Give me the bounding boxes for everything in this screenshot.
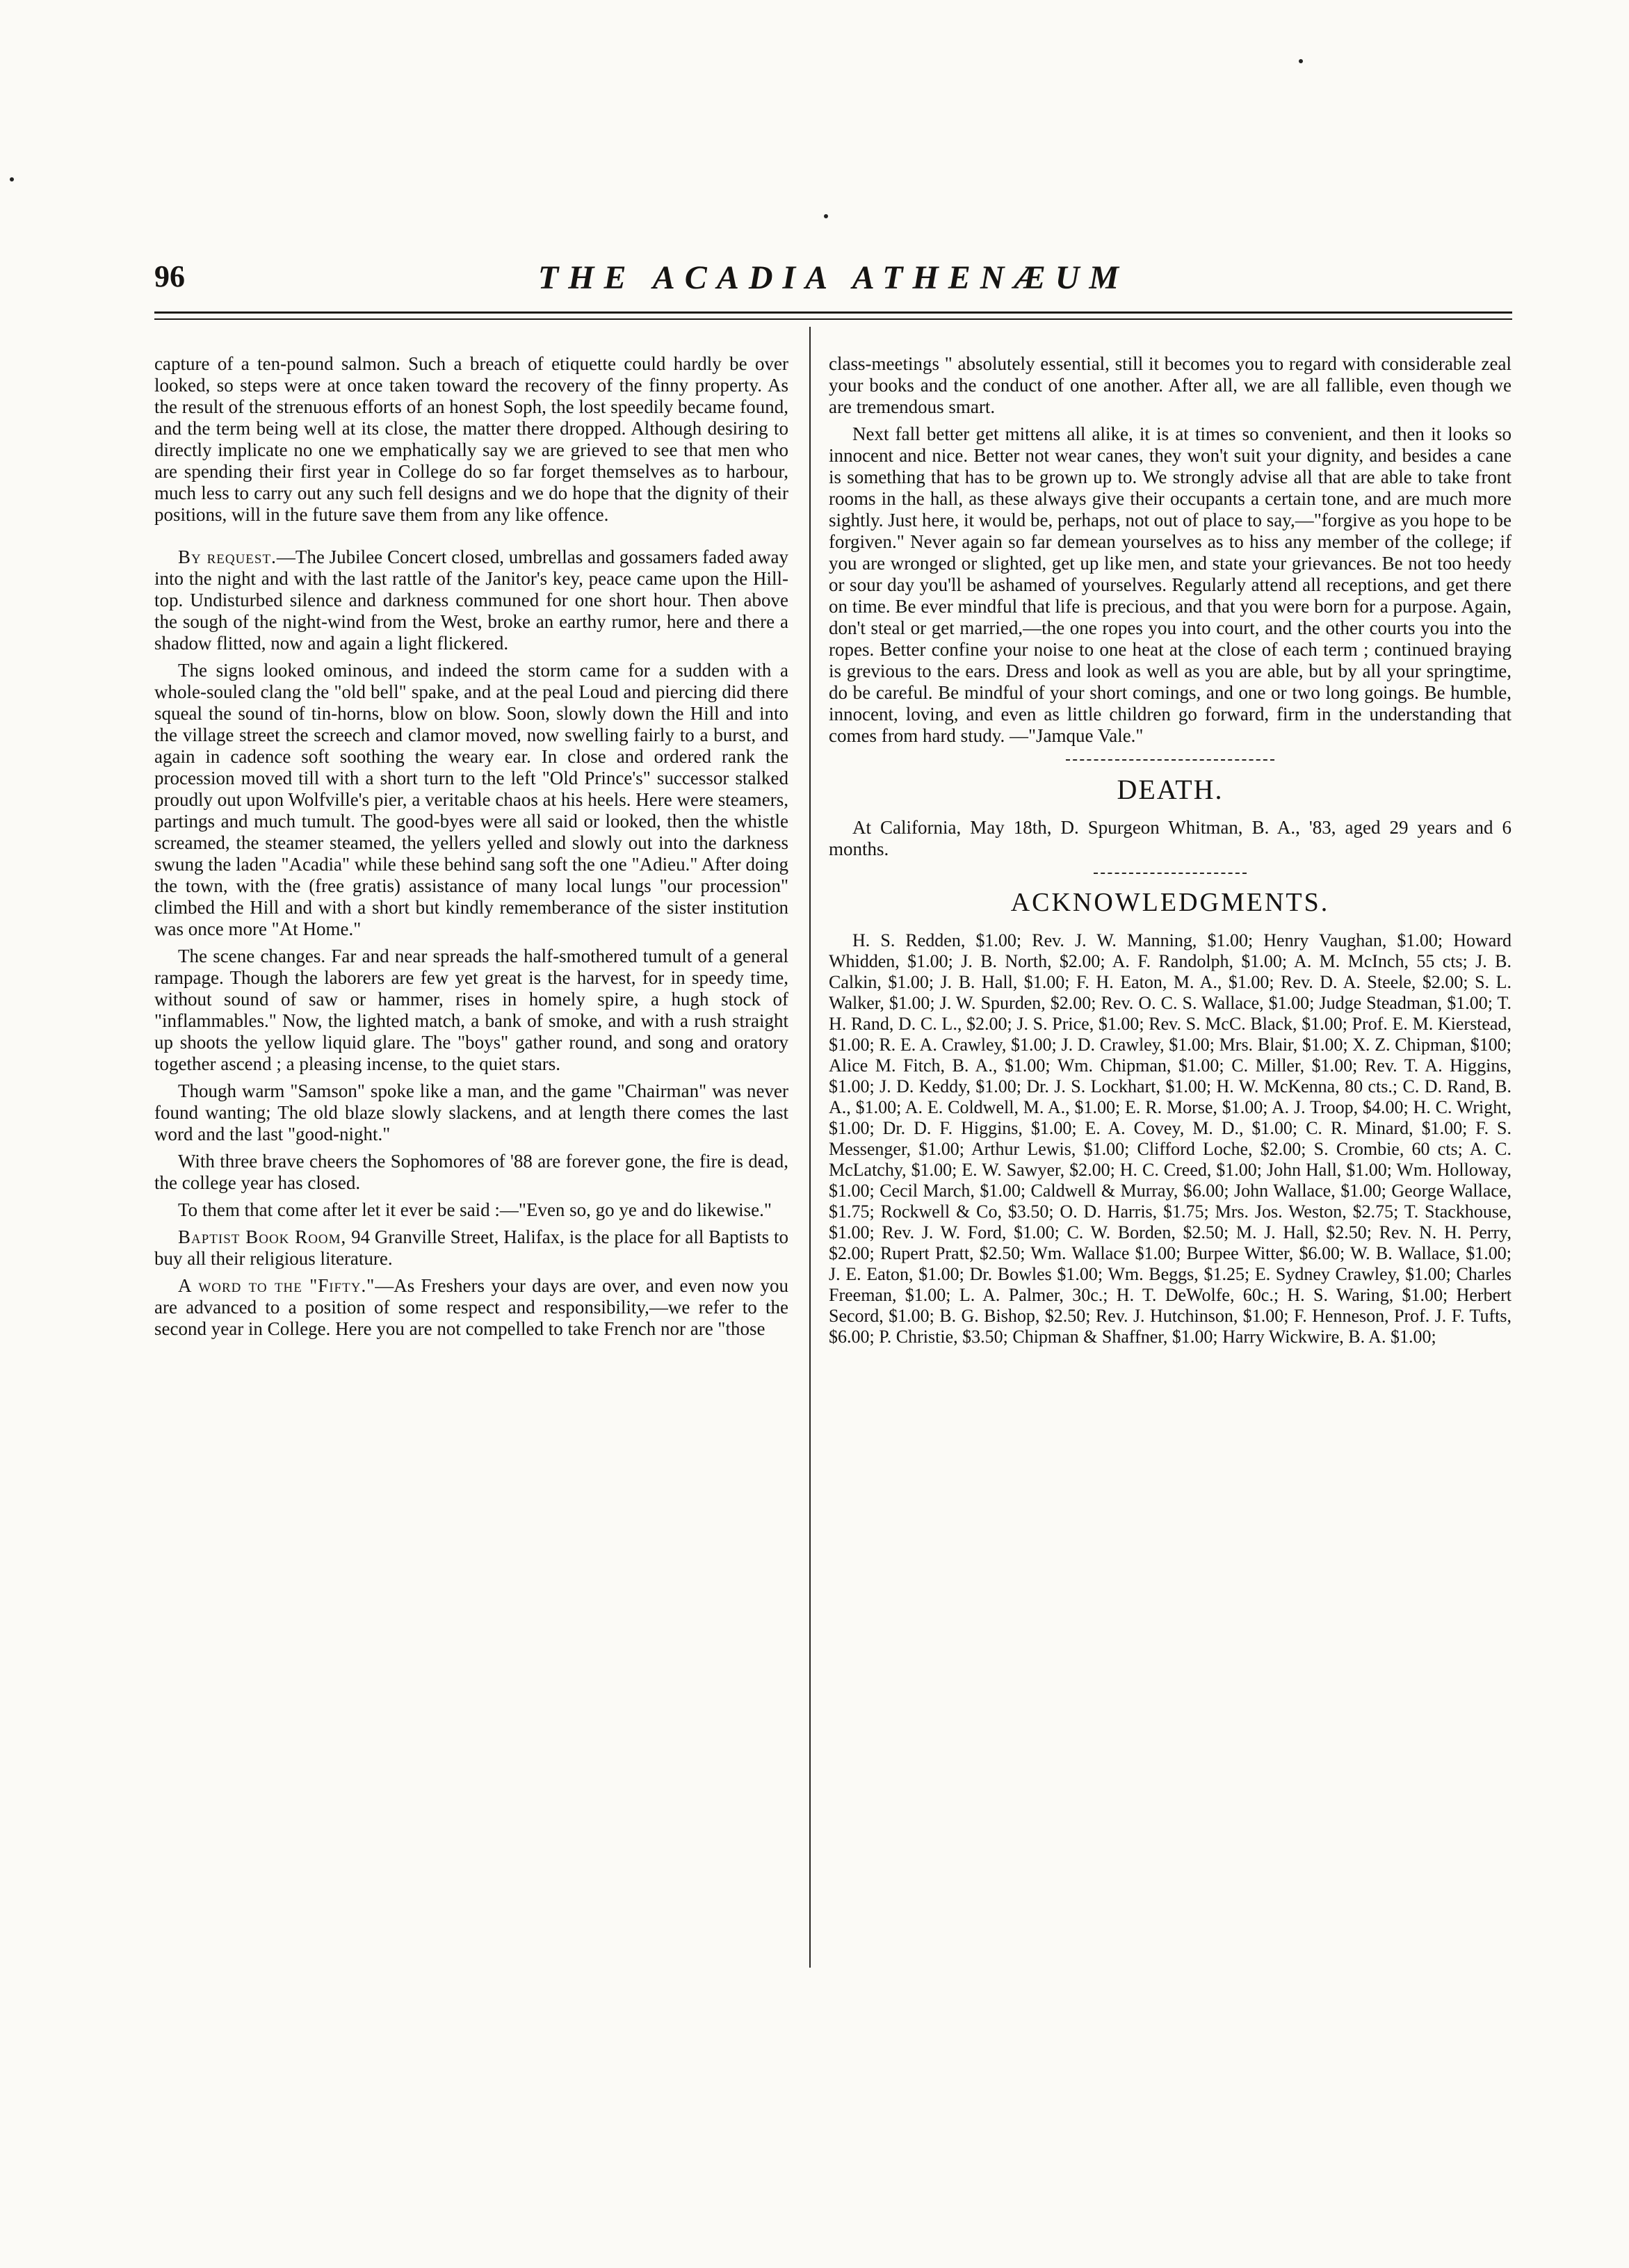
section-lead: By request. — [178, 546, 277, 567]
article-paragraph: Though warm "Samson" spoke like a man, and the game "Chairman" was never found wanting; The old blaze slowly slackens, and at length there comes the last word and the last "good-night." — [154, 1080, 788, 1144]
acknowledgments-list: H. S. Redden, $1.00; Rev. J. W. Manning, $1.00; Henry Vaughan, $1.00; Howard Whidden, $1.00; J. B. North, $2.00; A. F. Randolph, $1.00; A. M. McInch, 55 cts; J. B. Calkin, $1.00; J. B. Hall, $1.00; F. H. Eaton, M. A., $1.00; Rev. D. A. Steele, $2.00; S. L. Walker, $1.00; J. W. Spurden, $2.00; Rev. O. C. S. Wallace, $1.00; Judge Steadman, $1.00; T. H. Rand, D. C. L., $2.00; J. S. Price, $1.00; Rev. S. McC. Black, $1.00; Prof. E. M. Kierstead, $1.00; R. E. A. Crawley, $1.00; J. D. Crawley, $1.00; Mrs. Blair, $1.00; X. Z. Chipman, $100; Alice M. Fitch, B. A., $1.00; Wm. Chipman, $1.00; C. Miller, $1.00; Rev. T. A. Higgins, $1.00; J. D. Keddy, $1.00; Dr. J. S. Lockhart, $1.00; H. W. McKenna, 80 cts.; C. D. Rand, B. A., $1.00; A. E. Coldwell, M. A., $1.00; E. R. Morse, $1.00; A. J. Troop, $4.00; H. C. Wright, $1.00; Dr. D. F. Higgins, $1.00; E. A. Covey, M. D., $1.00; C. R. Minard, $1.00; F. S. Messenger, $1.00; Arthur Lewis, $1.00; Clifford Loche, $2.00; S. Crombie, 60 cts; A. C. McLatchy, $1.00; E. W. Sawyer, $2.00; H. C. Creed, $1.00; John Hall, $1.00; Wm. Holloway, $1.00; Cecil March, $1.00; Caldwell & Murray, $6.00; John Wallace, $1.00; George Wallace, $1.75; Rockwell & Co, $3.50; O. D. Harris, $1.75; Mrs. Jos. Weston, $2.75; T. Stackhouse, $1.00; Rev. J. W. Ford, $1.00; C. W. Borden, $2.50; M. J. Hall, $2.50; Rev. N. H. Perry, $2.00; Rupert Pratt, $2.50; Wm. Wallace $1.00; Burpee Witter, $6.00; W. B. Wallace, $1.00; J. E. Eaton, $1.00; Dr. Bowles $1.00; Wm. Beggs, $1.25; E. Sydney Crawley, $1.00; Charles Freeman, $1.00; L. A. Palmer, 30c.; H. T. DeWolfe, 60c.; H. S. Waring, $1.00; Herbert Secord, $1.00; B. G. Bishop, $2.50; Rev. J. Hutchinson, $1.00; F. Henneson, Prof. J. F. Tufts, $6.00; P. Christie, $3.50; Chipman & Shaffner, $1.00; Harry Wickwire, B. A. $1.00; — [829, 930, 1512, 1347]
article-paragraph: capture of a ten-pound salmon. Such a breach of etiquette could hardly be over looked, so steps were at once taken toward the recovery of the finny property. As the result of the strenuous efforts of an honest Soph, the lost speedily became found, and the term being well at its close, the matter there dropped. Although desiring to directly implicate no one we emphatically say we are grieved to see that men who are spending their first year in College do so far forget themselves as to harbour, much less to carry out any such fell designs and we do hope that the dignity of their positions, will in the future save them from any like offence. — [154, 353, 788, 525]
article-paragraph: The scene changes. Far and near spreads the half-smothered tumult of a general rampage. Though the laborers are few yet great is the harvest, for in speedy time, without sound of saw or hammer, rises in homely spire, a hugh stock of "inflammables." Now, the lighted match, a bank of smoke, and with a rush straight up shoots the yellow liquid glare. The "boys" gather round, and song and oratory together ascend ; a pleasing incense, to the quiet stars. — [154, 946, 788, 1074]
article-paragraph: class-meetings " absolutely essential, still it becomes you to regard with considerable zeal your books and the conduct of one another. After all, we are all fallible, even though we are tremendous smart. — [829, 353, 1512, 417]
paragraph-text: —As Freshers your days are over, and even now you are advanced to a position of some respect and responsibility,—we refer to the second year in College. Here you are not compelled to take French nor are "those — [154, 1275, 788, 1339]
ink-speck — [10, 177, 14, 181]
notice-paragraph — [154, 1275, 788, 1340]
ink-speck — [1299, 59, 1303, 63]
section-lead: A word to the "Fifty." — [178, 1275, 375, 1296]
death-heading: DEATH. — [1117, 774, 1224, 805]
article-paragraph: The signs looked ominous, and indeed the storm came for a sudden with a whole-souled clang the "old bell" spake, and at the peal Loud and piercing did there squeal the sound of tin-horns, blow on blow. Soon, slowly down the Hill and into the village street the screech and clamor moved, now swelling fairly to a burst, and again in cadence soft soothing the weary ear. In close and ordered rank the procession moved till with a short turn to the left "Old Prince's" successor stalked proudly out upon Wolfville's pier, a veritable chaos at his heels. Here were steamers, partings and much tumult. The good-byes were all said or looked, then the whistle screamed, the steamer steamed, the yellers yelled and slowly out into the darkness swung the laden "Acadia" while these behind sang soft the one "Adieu." After doing the town, with the (free gratis) assistance of many local lungs "our procession" climbed the Hill and with a short but kindly rememberance of the sister institution was once more "At Home." — [154, 660, 788, 939]
right-column — [829, 353, 1512, 1353]
death-notice: At California, May 18th, D. Spurgeon Whitman, B. A., '83, aged 29 years and 6 months. — [829, 817, 1512, 859]
article-paragraph: To them that come after let it ever be said :—"Even so, go ye and do likewise." — [178, 1199, 772, 1220]
left-column — [154, 353, 788, 1345]
article-paragraph: With three brave cheers the Sophomores of '88 are forever gone, the fire is dead, the college year has closed. — [154, 1151, 788, 1193]
by-request-paragraph — [154, 546, 788, 654]
column-divider — [809, 327, 811, 1968]
article-paragraph: Next fall better get mittens all alike, it is at times so convenient, and then it looks so innocent and nice. Better not wear canes, they won't suit your dignity, and besides a cane is something that has to be grown up to. We strongly advise all that are able to take front rooms in the hall, as these always give their occupants a certain tone, and are much more sightly. Just here, it would be, perhaps, not out of place to say,—"forgive as you hope to be forgiven." Never again so far demean yourselves as to hiss any member of the college; if you are wronged or slighted, get up like men, and state your grievances. Be not too heedy or sour day you'll be ashamed of yourselves. Regularly attend all receptions, and get there on time. Be ever mindful that life is precious, and that you were born for a purpose. Again, don't steal or get married,—the one ropes you into court, and the other courts you into the ropes. Better confine your noise to one heat at the close of each term ; continued braying is grevious to the ears. Dress and look as well as you are able, but by all your springtime, do be careful. Be mindful of your short comings, and one or two long goings. Be humble, innocent, loving, and even as little children go forward, firm in the understanding that comes from hard study. —"Jamque Vale." — [829, 423, 1512, 746]
section-separator — [1094, 873, 1247, 874]
paragraph-text: 94 Granville Street, Halifax, is the place for all Baptists to buy all their religious literature. — [154, 1226, 788, 1269]
ink-speck — [824, 214, 828, 218]
notice-paragraph — [154, 1226, 788, 1270]
header-rule-bottom — [154, 318, 1512, 320]
section-separator — [1066, 759, 1274, 761]
section-lead: Baptist Book Room, — [178, 1226, 347, 1247]
page-header — [154, 259, 1512, 307]
paragraph-text: —The Jubilee Concert closed, umbrellas and gossamers faded away into the night and with the last rattle of the Janitor's key, peace came upon the Hill-top. Undisturbed silence and darkness communed for one short hour. Then above the sough of the night-wind from the West, broke an earthy rumor, here and there a shadow flitted, now and again a light flickered. — [154, 546, 789, 654]
journal-title: THE ACADIA ATHENÆUM — [537, 259, 1129, 296]
page-number: 96 — [154, 259, 185, 293]
acknowledgments-heading: ACKNOWLEDGMENTS. — [1010, 888, 1330, 917]
header-rule-top — [154, 311, 1512, 314]
